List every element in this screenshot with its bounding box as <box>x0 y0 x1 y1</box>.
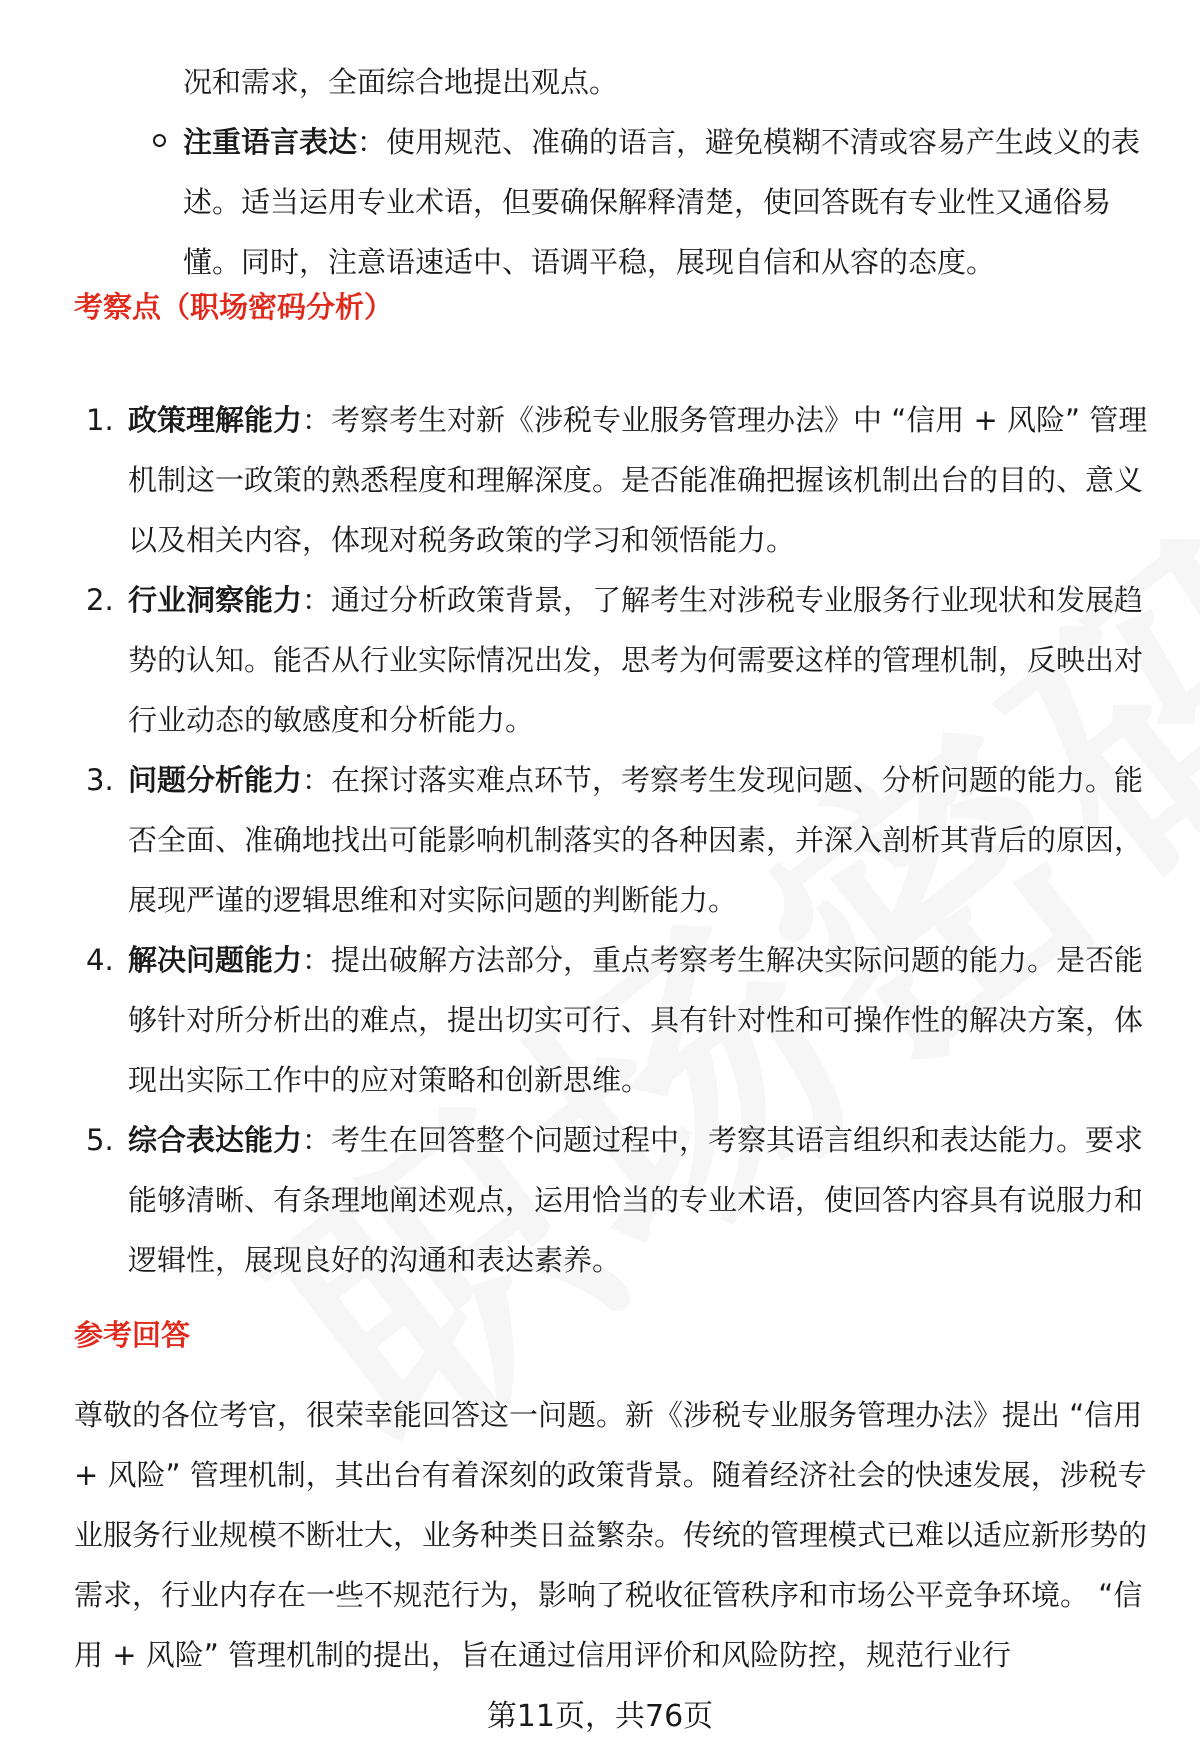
list-item-title: 问题分析能力 <box>128 763 303 797</box>
list-item-body <box>128 930 1164 1110</box>
list-number: 4. <box>86 943 114 977</box>
page-number: 第11页，共76页 <box>486 1699 714 1734</box>
list-item <box>74 390 1164 570</box>
list-item-text: ：通过分析政策背景，了解考生对涉税专业服务行业现状和发展趋势的认知。能否从行业实际情况出发，思考为何需要这样的管理机制，反映出对行业动态的敏感度和分析能力。 <box>128 583 1144 737</box>
assessment-list <box>74 390 1164 1290</box>
list-item-title: 综合表达能力 <box>128 1123 303 1157</box>
section-heading-reference-answer: 参考回答 <box>74 1318 191 1352</box>
list-item <box>74 750 1164 930</box>
list-item-text: ：在探讨落实难点环节，考察考生发现问题、分析问题的能力。能否全面、准确地找出可能影响机制落实的各种因素，并深入剖析其背后的原因，展现严谨的逻辑思维和对实际问题的判断能力。 <box>128 763 1144 917</box>
bullet-text: ：使用规范、准确的语言，避免模糊不清或容易产生歧义的表述。适当运用专业术语，但要确保解释清楚，使回答既有专业性又通俗易懂。同时，注意语速适中、语调平稳，展现自信和从容的态度。 <box>183 125 1141 279</box>
bullet-body <box>183 112 1158 292</box>
list-number: 1. <box>86 403 114 437</box>
list-number: 2. <box>86 583 114 617</box>
reference-answer-text: 尊敬的各位考官，很荣幸能回答这一问题。新《涉税专业服务管理办法》提出 “信用 + 风险” 管理机制，其出台有着深刻的政策背景。随着经济社会的快速发展，涉税专业服务行业规模不断壮大，业务种类日益繁杂。传统的管理模式已难以适应新形势的需求，行业内存在一些不规范行为，影响了税收征管秩序和市场公平竞争环境。 “信用 + 风险” 管理机制的提出，旨在通过信用评价和风险防控，规范行业行 <box>74 1398 1148 1672</box>
list-item-text: ：考生在回答整个问题过程中，考察其语言组织和表达能力。要求能够清晰、有条理地阐述观点，运用恰当的专业术语，使回答内容具有说服力和逻辑性，展现良好的沟通和表达素养。 <box>128 1123 1144 1277</box>
continuation-text: 况和需求，全面综合地提出观点。 <box>183 65 619 99</box>
list-item <box>74 570 1164 750</box>
list-item-body <box>128 570 1164 750</box>
list-number: 3. <box>86 763 114 797</box>
hollow-circle-bullet-icon <box>153 134 166 147</box>
list-item-text: ：提出破解方法部分，重点考察考生解决实际问题的能力。是否能够针对所分析出的难点，提出切实可行、具有针对性和可操作性的解决方案，体现出实际工作中的应对策略和创新思维。 <box>128 943 1144 1097</box>
list-item-title: 政策理解能力 <box>128 403 303 437</box>
list-item-text: ：考察考生对新《涉税专业服务管理办法》中 “信用 + 风险” 管理机制这一政策的熟悉程度和理解深度。是否能准确把握该机制出台的目的、意义以及相关内容，体现对税务政策的学习和领悟能力。 <box>128 403 1148 557</box>
bullet-item <box>153 112 1158 292</box>
list-item-body <box>128 1110 1164 1290</box>
list-item <box>74 930 1164 1110</box>
bullet-title: 注重语言表达 <box>183 125 358 159</box>
section-heading-assessment: 考察点（职场密码分析） <box>74 290 394 324</box>
list-item-title: 行业洞察能力 <box>128 583 303 617</box>
list-item-title: 解决问题能力 <box>128 943 303 977</box>
list-number: 5. <box>86 1123 114 1157</box>
list-item <box>74 1110 1164 1290</box>
list-item-body <box>128 750 1164 930</box>
list-item-body <box>128 390 1164 570</box>
